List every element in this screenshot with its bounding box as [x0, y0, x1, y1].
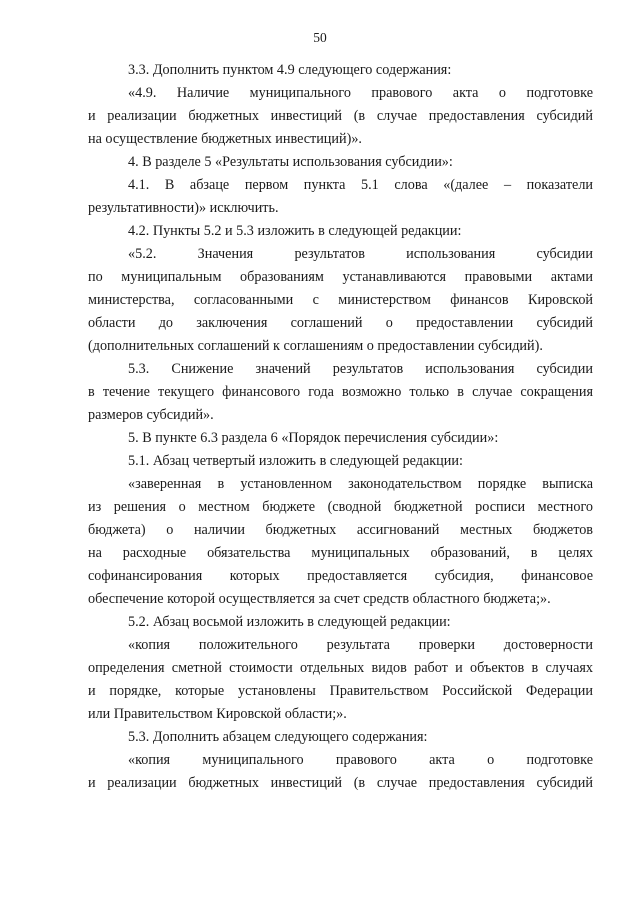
text-line: 5.1. Абзац четвертый изложить в следующей редакции:: [128, 453, 463, 469]
text-line: области до заключения соглашений о предоставлении субсидий: [88, 315, 593, 331]
text-line: в течение текущего финансового года возможно только в случае сокращения: [88, 384, 593, 400]
text-line: на осуществление бюджетных инвестиций)».: [88, 131, 362, 147]
text-line: на расходные обязательства муниципальных образований, в целях: [88, 545, 593, 561]
text-line: размеров субсидий».: [88, 407, 214, 423]
text-line: 4.1. В абзаце первом пункта 5.1 слова «(далее – показатели: [128, 177, 593, 193]
text-line: бюджета) о наличии бюджетных ассигнований местных бюджетов: [88, 522, 593, 538]
text-line: «заверенная в установленном законодательством порядке выписка: [128, 476, 593, 492]
text-line: (дополнительных соглашений к соглашениям о предоставлении субсидий).: [88, 338, 543, 354]
text-line: 5.2. Абзац восьмой изложить в следующей редакции:: [128, 614, 451, 630]
text-line: по муниципальным образованиям устанавливаются правовыми актами: [88, 269, 593, 285]
text-line: и реализации бюджетных инвестиций (в случае предоставления субсидий: [88, 775, 593, 791]
page-number: 50: [313, 30, 327, 45]
text-line: министерства, согласованными с министерством финансов Кировской: [88, 292, 593, 308]
text-line: «4.9. Наличие муниципального правового акта о подготовке: [128, 85, 593, 101]
text-line: результативности)» исключить.: [88, 200, 279, 216]
text-line: софинансирования которых предоставляется субсидия, финансовое: [88, 568, 593, 584]
text-line: «копия положительного результата проверки достоверности: [128, 637, 593, 653]
text-line: «5.2. Значения результатов использования субсидии: [128, 246, 593, 262]
text-line: и порядке, которые установлены Правительством Российской Федерации: [88, 683, 593, 699]
document-body: [88, 59, 593, 795]
text-line: 5. В пункте 6.3 раздела 6 «Порядок перечисления субсидии»:: [128, 430, 499, 446]
text-line: 4. В разделе 5 «Результаты использования субсидии»:: [128, 154, 453, 170]
text-line: 5.3. Снижение значений результатов использования субсидии: [128, 361, 593, 377]
text-line: обеспечение которой осуществляется за счет средств областного бюджета;».: [88, 591, 551, 607]
text-line: и реализации бюджетных инвестиций (в случае предоставления субсидий: [88, 108, 593, 124]
text-line: определения сметной стоимости отдельных видов работ и объектов в случаях: [88, 660, 593, 676]
text-line: 5.3. Дополнить абзацем следующего содержания:: [128, 729, 428, 745]
text-line: из решения о местном бюджете (сводной бюджетной росписи местного: [88, 499, 593, 515]
text-line: «копия муниципального правового акта о подготовке: [128, 752, 593, 768]
text-line: или Правительством Кировской области;».: [88, 706, 347, 722]
text-line: 3.3. Дополнить пунктом 4.9 следующего содержания:: [128, 62, 452, 78]
text-line: 4.2. Пункты 5.2 и 5.3 изложить в следующей редакции:: [128, 223, 462, 239]
